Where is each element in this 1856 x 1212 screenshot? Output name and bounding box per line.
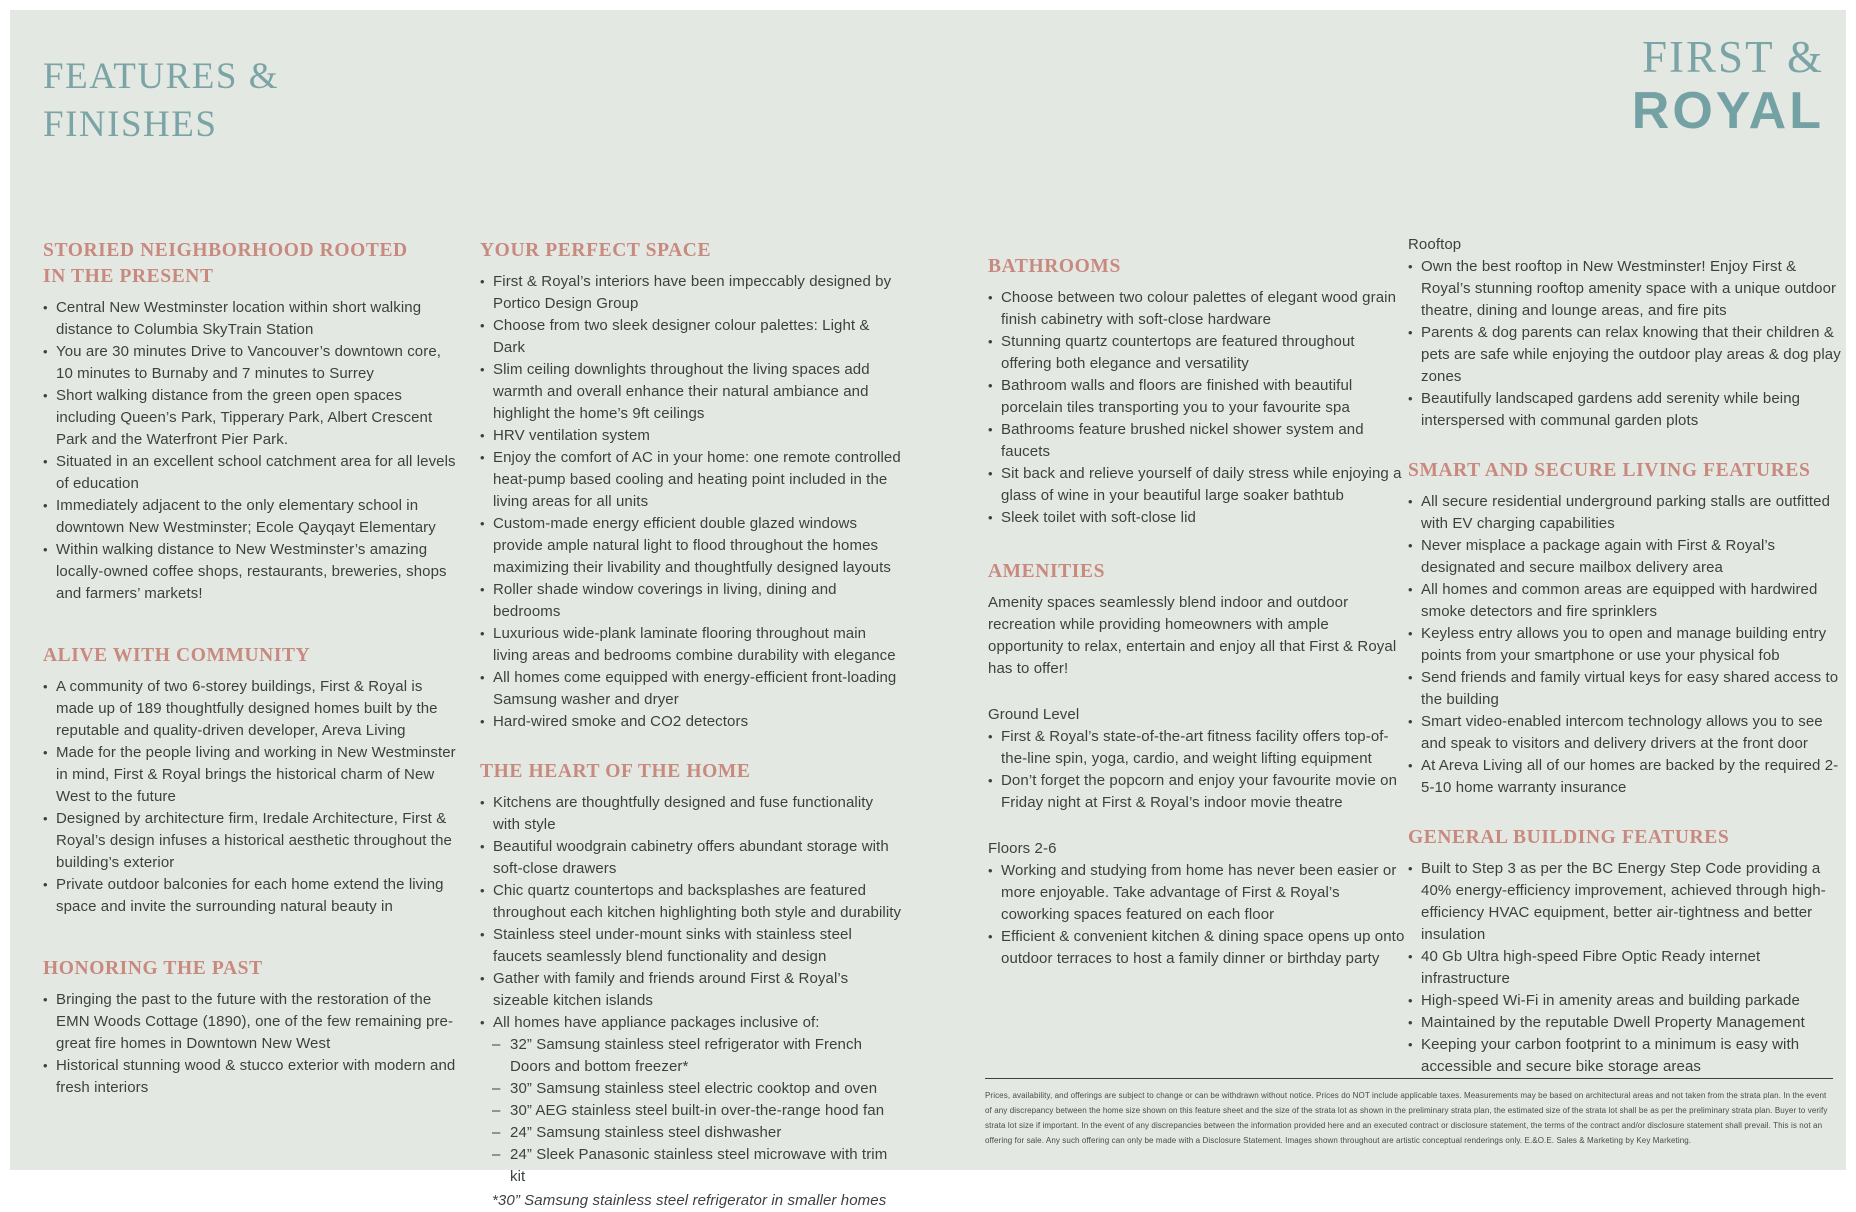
bullet-item: • Smart video-enabled intercom technology allows you to see and speak to visitors and delivery drivers at the front door (1408, 711, 1844, 755)
bullet-item: • 40 Gb Ultra high-speed Fibre Optic Ready internet infrastructure (1408, 946, 1844, 990)
bullet-item: • Chic quartz countertops and backsplashes are featured throughout each kitchen highlighting both style and durability (480, 880, 904, 924)
bullet-item: • First & Royal’s state-of-the-art fitness facility offers top-of-the-line spin, yoga, cardio, and weight lifting equipment (988, 726, 1408, 770)
legal-disclaimer: Prices, availability, and offerings are subject to change or can be withdrawn without notice. Prices do NOT include applicable taxes. Measurements may be based on architectural areas and not taken from the strata plan. In the event of any discrepancy between the home size shown on this feature sheet and the size of the strata lot as shown in the preliminary strata plan, the estimated size of the strata lot shall be as per the preliminary strata plan. Buyer to verify strata lot size if important. In the event of any discrepancies between the information provided here and an executed contract or disclosure statement, the terms of the contract and/or disclosure statement shall prevail. This is not an offering for sale. Any such offering can only be made with a Disclosure Statement. Images shown throughout are artistic conceptual renderings only. E.&O.E. Sales & Marketing by Key Marketing. (985, 1078, 1833, 1148)
bullet-item: • All homes have appliance packages inclusive of: (480, 1012, 904, 1034)
bullet-item: • Parents & dog parents can relax knowing that their children & pets are safe while enjoying the outdoor play areas & dog play zones (1408, 322, 1844, 388)
section-amenities (988, 559, 1408, 970)
appliance-footnote: *30” Samsung stainless steel refrigerator in smaller homes (492, 1192, 887, 1209)
bullet-item: • Beautifully landscaped gardens add serenity while being interspersed with communal garden plots (1408, 388, 1844, 432)
column-rooftop-building (1408, 234, 1844, 1078)
bullet-item: • Within walking distance to New Westminster’s amazing locally-owned coffee shops, restaurants, breweries, shops and farmers’ markets! (43, 539, 457, 605)
bullet-list (1408, 491, 1844, 799)
page-title-line1: FEATURES & (43, 55, 280, 97)
bullet-item: • Built to Step 3 as per the BC Energy Step Code providing a 40% energy-efficiency improvement, achieved through high-efficiency HVAC equipment, better air-tightness and better insulation (1408, 858, 1844, 946)
bullet-item: • Bringing the past to the future with the restoration of the EMN Woods Cottage (1890), one of the few remaining pre-great fire homes in Downtown New West (43, 989, 457, 1055)
bullet-item: • Historical stunning wood & stucco exterior with modern and fresh interiors (43, 1055, 457, 1099)
bullet-item: • Bathrooms feature brushed nickel shower system and faucets (988, 419, 1408, 463)
amenities-sublabel-rooftop: Rooftop (1408, 236, 1462, 253)
amenities-sublabel-ground-level: Ground Level (988, 706, 1080, 723)
bullet-item: • Enjoy the comfort of AC in your home: one remote controlled heat-pump based cooling and heating point included in the living areas for all units (480, 447, 904, 513)
section-heading-alive: ALIVE WITH COMMUNITY (43, 645, 311, 666)
section-heading-bathrooms: BATHROOMS (988, 256, 1121, 277)
section-heading-smart-secure: SMART AND SECURE LIVING FEATURES (1408, 460, 1811, 481)
section-alive-with-community (43, 643, 457, 918)
bullet-list (43, 989, 457, 1099)
column-interiors (480, 238, 904, 1212)
bullet-list (43, 676, 457, 918)
bullet-list (43, 297, 457, 605)
bullet-item: • Sit back and relieve yourself of daily stress while enjoying a glass of wine in your beautiful large soaker bathtub (988, 463, 1408, 507)
appliance-item: – 32” Samsung stainless steel refrigerator with French Doors and bottom freezer* (480, 1034, 904, 1078)
page-title-line2: FINISHES (43, 103, 218, 145)
bullet-item: • Maintained by the reputable Dwell Property Management (1408, 1012, 1844, 1034)
bullet-item: • At Areva Living all of our homes are backed by the required 2-5-10 home warranty insurance (1408, 755, 1844, 799)
bullet-item: • Working and studying from home has never been easier or more enjoyable. Take advantage of First & Royal’s coworking spaces featured on each floor (988, 860, 1408, 926)
brand-logo-first: FIRST & (1642, 32, 1824, 82)
bullet-item: • Beautiful woodgrain cabinetry offers abundant storage with soft-close drawers (480, 836, 904, 880)
heading-line: IN THE PRESENT (43, 266, 214, 287)
bullet-item: • Kitchens are thoughtfully designed and fuse functionality with style (480, 792, 904, 836)
bullet-item: • Never misplace a package again with First & Royal’s designated and secure mailbox delivery area (1408, 535, 1844, 579)
section-smart-secure (1408, 458, 1844, 799)
bullet-list (988, 287, 1408, 529)
page-title (43, 53, 279, 149)
brand-logo-royal: ROYAL (1631, 82, 1824, 140)
bullet-item: • Choose from two sleek designer colour palettes: Light & Dark (480, 315, 904, 359)
bullet-list (988, 860, 1408, 970)
bullet-item: • All homes come equipped with energy-efficient front-loading Samsung washer and dryer (480, 667, 904, 711)
bullet-item: • HRV ventilation system (480, 425, 904, 447)
bullet-item: • Stunning quartz countertops are featured throughout offering both elegance and versatility (988, 331, 1408, 375)
bullet-item: • Immediately adjacent to the only elementary school in downtown New Westminster; Ecole Qayqayt Elementary (43, 495, 457, 539)
appliance-list (480, 1034, 904, 1188)
bullet-item: • Roller shade window coverings in living, dining and bedrooms (480, 579, 904, 623)
section-heading-honoring: HONORING THE PAST (43, 958, 263, 979)
bullet-item: • Hard-wired smoke and CO2 detectors (480, 711, 904, 733)
bullet-item: • Central New Westminster location within short walking distance to Columbia SkyTrain Station (43, 297, 457, 341)
bullet-item: • All secure residential underground parking stalls are outfitted with EV charging capabilities (1408, 491, 1844, 535)
bullet-item: • Short walking distance from the green open spaces including Queen’s Park, Tipperary Park, Albert Crescent Park and the Waterfront Pier Park. (43, 385, 457, 451)
bullet-item: • Don’t forget the popcorn and enjoy your favourite movie on Friday night at First & Royal’s indoor movie theatre (988, 770, 1408, 814)
bullet-item: • Keeping your carbon footprint to a minimum is easy with accessible and secure bike storage areas (1408, 1034, 1844, 1078)
section-heading-storied (43, 238, 457, 290)
bullet-list (988, 726, 1408, 814)
bullet-item: • Own the best rooftop in New Westminster! Enjoy First & Royal’s stunning rooftop amenity space with a unique outdoor theatre, dining and lounge areas, and fire pits (1408, 256, 1844, 322)
bullet-item: • Designed by architecture firm, Iredale Architecture, First & Royal’s design infuses a historical aesthetic throughout the building’s exterior (43, 808, 457, 874)
amenities-sublabel-floors: Floors 2-6 (988, 840, 1057, 857)
section-heading-perfect-space: YOUR PERFECT SPACE (480, 240, 712, 261)
bullet-list (1408, 256, 1844, 432)
section-general-building (1408, 825, 1844, 1078)
section-heading-heart-home: THE HEART OF THE HOME (480, 761, 751, 782)
section-heading-general-building: GENERAL BUILDING FEATURES (1408, 827, 1730, 848)
section-honoring-the-past (43, 956, 457, 1099)
bullet-item: • High-speed Wi-Fi in amenity areas and building parkade (1408, 990, 1844, 1012)
bullet-item: • Custom-made energy efficient double glazed windows provide ample natural light to flood throughout the homes maximizing their livability and thoughtfully designed layouts (480, 513, 904, 579)
section-bathrooms (988, 254, 1408, 529)
amenities-intro: Amenity spaces seamlessly blend indoor and outdoor recreation while providing homeowners with ample opportunity to relax, entertain and enjoy all that First & Royal has to offer! (988, 594, 1397, 677)
section-heart-of-the-home (480, 759, 904, 1212)
bullet-item: • Bathroom walls and floors are finished with beautiful porcelain tiles transporting you to your favourite spa (988, 375, 1408, 419)
bullet-item: • Gather with family and friends around First & Royal’s sizeable kitchen islands (480, 968, 904, 1012)
bullet-item: • All homes and common areas are equipped with hardwired smoke detectors and fire sprinklers (1408, 579, 1844, 623)
bullet-item: • Sleek toilet with soft-close lid (988, 507, 1408, 529)
bullet-item: • Stainless steel under-mount sinks with stainless steel faucets seamlessly blend functionality and design (480, 924, 904, 968)
bullet-item: • Keyless entry allows you to open and manage building entry points from your smartphone or use your physical fob (1408, 623, 1844, 667)
bullet-item: • Made for the people living and working in New Westminster in mind, First & Royal brings the historical charm of New West to the future (43, 742, 457, 808)
feature-sheet-card (10, 10, 1846, 1209)
section-amenities-rooftop (1408, 234, 1844, 432)
brand-logo (1632, 32, 1824, 138)
column-neighborhood (43, 238, 457, 1099)
bullet-list (480, 271, 904, 733)
appliance-item: – 24” Samsung stainless steel dishwasher (480, 1122, 904, 1144)
bullet-list (1408, 858, 1844, 1078)
bullet-item: • Efficient & convenient kitchen & dining space opens up onto outdoor terraces to host a family dinner or birthday party (988, 926, 1408, 970)
appliance-item: – 30” AEG stainless steel built-in over-the-range hood fan (480, 1100, 904, 1122)
bullet-item: • Situated in an excellent school catchment area for all levels of education (43, 451, 457, 495)
bullet-item: • Send friends and family virtual keys for easy shared access to the building (1408, 667, 1844, 711)
heading-line: STORIED NEIGHBORHOOD ROOTED (43, 240, 408, 261)
bullet-item: • Choose between two colour palettes of elegant wood grain finish cabinetry with soft-close hardware (988, 287, 1408, 331)
appliance-item: – 24” Sleek Panasonic stainless steel microwave with trim kit (480, 1144, 904, 1188)
section-storied-neighborhood (43, 238, 457, 605)
bullet-item: • A community of two 6-storey buildings, First & Royal is made up of 189 thoughtfully designed homes built by the reputable and quality-driven developer, Areva Living (43, 676, 457, 742)
bullet-item: • Private outdoor balconies for each home extend the living space and invite the surrounding natural beauty in (43, 874, 457, 918)
bullet-item: • First & Royal’s interiors have been impeccably designed by Portico Design Group (480, 271, 904, 315)
column-bathrooms-amenities (988, 254, 1408, 970)
bullet-item: • You are 30 minutes Drive to Vancouver’s downtown core, 10 minutes to Burnaby and 7 minutes to Surrey (43, 341, 457, 385)
section-your-perfect-space (480, 238, 904, 733)
section-heading-amenities: AMENITIES (988, 561, 1106, 582)
bullet-list (480, 792, 904, 1034)
bullet-item: • Slim ceiling downlights throughout the living spaces add warmth and overall enhance their natural ambiance and highlight the home’s 9ft ceilings (480, 359, 904, 425)
appliance-item: – 30” Samsung stainless steel electric cooktop and oven (480, 1078, 904, 1100)
bullet-item: • Luxurious wide-plank laminate flooring throughout main living areas and bedrooms combine durability with elegance (480, 623, 904, 667)
